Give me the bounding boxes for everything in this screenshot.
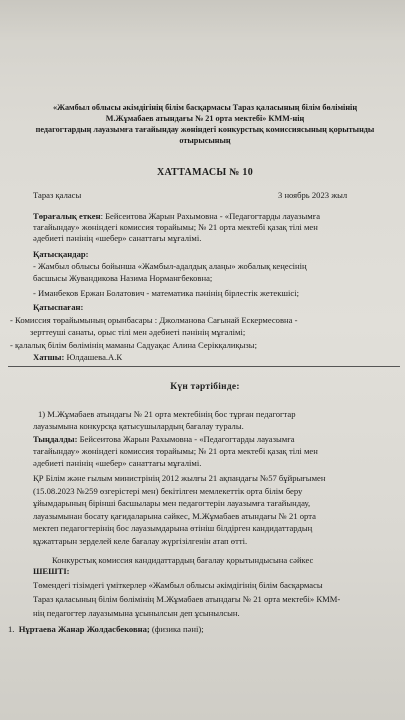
heard-line-3: әдебиеті пәнінің «шебер» санаттағы мұғалімі. (33, 458, 202, 468)
body-line-4: лауазымынан босату қағидаларына сәйкес, М.Жұмабаев атындағы № 21 орта (33, 511, 316, 521)
participant-1-line-2: басшысы Жувандикова Назима Нормангбековна; (33, 273, 213, 283)
heard-text-1: Бейсеитова Жарын Рахымовна - «Педагогтарды лауазымға (77, 434, 295, 444)
decision-item-name: Нұртаева Жанар Жолдасбековна; (18, 624, 150, 634)
agenda-item-1-line-2: лауазымына конкурсқа қатысушылардың бағалау туралы. (33, 421, 244, 431)
body-line-3: ұйымдарының бірінші басшылары мен педагогтерін лауазымға тағайындау, (33, 498, 311, 508)
heard-label: Тыңдалды: (33, 434, 78, 444)
header-line-2: М.Жұмабаев атындағы № 21 орта мектебі» КММ-нің (105, 114, 305, 123)
heard-line-1 (33, 434, 295, 444)
secretary-value: Юлдашева.А.К (64, 352, 123, 362)
decision-line-1: Төмендегі тізімдегі үміткерлер «Жамбыл облысы әкімдігінің білім басқармасы (33, 580, 323, 590)
body-line-2: (15.08.2023 №259 өзгерістері мен) бекітілген мемлекеттік орта білім беру (33, 486, 303, 496)
absent-2: - қалалық білім бөлімінің маманы Садуақас Алина Серікқалиқызы; (10, 340, 257, 350)
heard-line-2: тағайындау» жөніндегі комиссия төрайымы; № 21 орта мектебі қазақ тілі мен (33, 446, 318, 456)
agenda-title: Күн тәртібінде: (170, 382, 240, 392)
decision-line-3: нің педагогтер лауазымына ұсынылсын деп ұсынылсын. (33, 608, 240, 618)
body-line-1: ҚР Білім және ғылым министрінің 2012 жылғы 21 ақпандағы №57 бұйрығымен (33, 473, 326, 483)
chair-line-1 (33, 211, 320, 221)
absent-label: Қатыспаған: (33, 302, 84, 312)
participants-label: Қатысқандар: (33, 249, 89, 259)
decision-item-note: (физика пәні); (149, 624, 204, 634)
agenda-item-1-line-1: 1) М.Жұмабаев атындағы № 21 орта мектебінің бос тұрған педагогтар (38, 409, 296, 419)
participant-1-line-1: - Жамбыл облысы бойынша «Жамбыл-адалдық алаңы» жобалық кеңесінің (33, 261, 307, 271)
chair-label: Төрағалық еткен (33, 211, 101, 221)
divider (8, 366, 400, 367)
body-line-7: Конкурстық комиссия кандидаттардың бағалау қорытындысына сәйкес (52, 555, 314, 565)
decision-label: ШЕШТІ: (33, 566, 70, 576)
participant-2: - Иманбеков Ержан Болатович - математика пәнінің бірлестік жетекшісі; (33, 288, 299, 298)
decision-item-1 (8, 624, 204, 634)
decision-item-num: 1. (8, 624, 15, 634)
protocol-date: 3 ноябрь 2023 жыл (278, 190, 348, 200)
header-line-3: педагогтардың лауазымға тағайындау жөніндегі конкурстық комиссиясының қорытынды (35, 125, 375, 134)
page-shadow (0, 0, 405, 70)
body-line-6: құжаттарын зерделей келе бағалау жүргізілгенін атап өтті. (33, 536, 248, 546)
header-line-1: «Жамбыл облысы әкімдігінің білім басқармасы Тараз қаласының білім бөлімінің (52, 103, 358, 112)
absent-1-line-1: - Комиссия төрайымының орынбасары : Джолманова Сағынай Ескермесовна - (10, 315, 298, 325)
chair-line-2: тағайындау» жөніндегі комиссия төрайымы; № 21 орта мектебі қазақ тілі мен (33, 222, 318, 232)
protocol-city: Тараз қаласы (33, 190, 82, 200)
body-line-5: мектеп педагогтерінің бос лауазымдарына өтініш білдірген кандидаттардың (33, 523, 313, 533)
absent-1-line-2: зерттеуші санаты, орыс тілі мен әдебиеті пәнінің мұғалімі; (30, 327, 246, 337)
decision-line-2: Тараз қаласының білім бөлімінің М.Жұмабаев атындағы № 21 орта мектебі» КММ- (33, 594, 341, 604)
chair-text-1: : Бейсеитова Жарын Рахымовна - «Педагогтарды лауазымға (100, 211, 321, 221)
header-line-4: отырысының (179, 136, 231, 145)
secretary-line (33, 352, 122, 362)
chair-line-3: әдебиеті пәнінің «шебер» санаттағы мұғалімі. (33, 233, 202, 243)
secretary-label: Хатшы: (33, 352, 65, 362)
protocol-title: ХАТТАМАСЫ № 10 (156, 167, 254, 178)
